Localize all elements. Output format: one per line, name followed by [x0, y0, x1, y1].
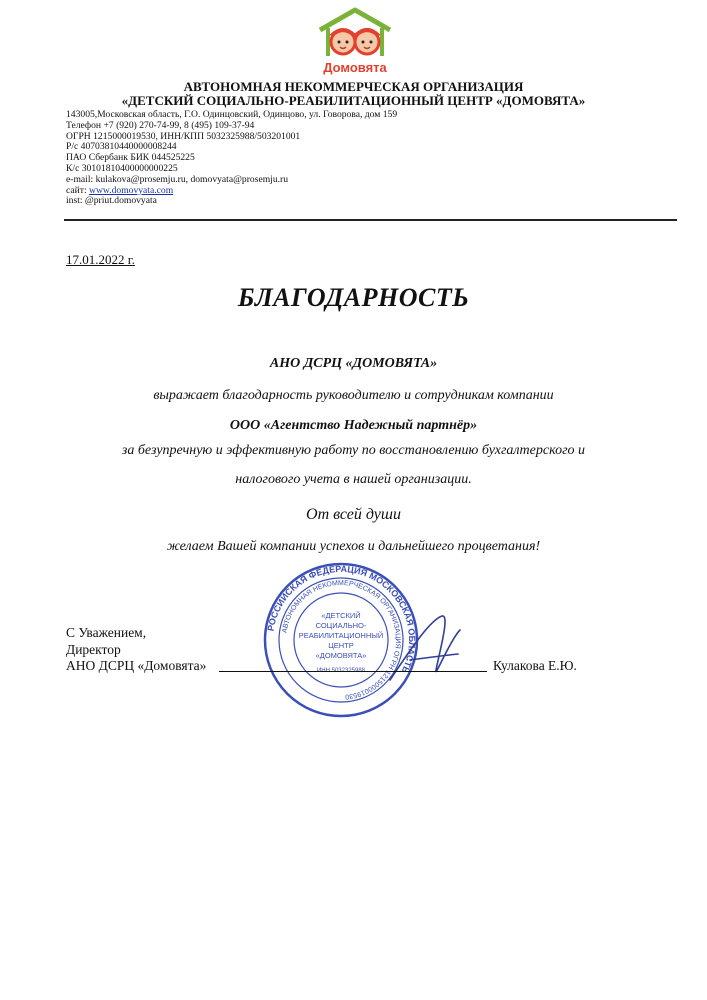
org-requisites: [66, 110, 397, 207]
org-account: Р/с 40703810440000008244: [66, 141, 177, 153]
logo-house-icon: [300, 6, 410, 62]
sig-regards: С Уважением,: [66, 625, 147, 640]
org-site-label: сайт:: [66, 184, 87, 196]
org-phone: Телефон +7 (920) 270-74-99, 8 (495) 109-37-94: [66, 119, 255, 131]
org-name-line2: «ДЕТСКИЙ СОЦИАЛЬНО-РЕАБИЛИТАЦИОННЫЙ ЦЕНТР «ДОМОВЯТА»: [121, 93, 586, 108]
body-line2: за безупречную и эффективную работу по восстановлению бухгалтерского и: [121, 443, 586, 458]
org-ogrn: ОГРН 1215000019530, ИНН/КПП 5032325988/503201001: [66, 130, 301, 142]
stamp-ring-text: АВТОНОМНАЯ НЕКОММЕРЧЕСКАЯ ОРГАНИЗАЦИЯ ОГРН 1215000019530: [281, 579, 402, 700]
logo: [300, 6, 410, 78]
letter-title: БЛАГОДАРНОСТЬ: [237, 283, 470, 312]
body-wish: желаем Вашей компании успехов и дальнейшего процветания!: [166, 539, 541, 554]
sig-org: АНО ДСРЦ «Домовята»: [66, 658, 207, 673]
sig-name: Кулакова Е.Ю.: [493, 658, 577, 673]
handwritten-signature-icon: [380, 610, 470, 690]
header-divider: [64, 219, 677, 221]
stamp-inner-line1: «ДЕТСКИЙ: [321, 611, 361, 620]
logo-word: Домовята: [323, 60, 387, 75]
org-corr-account: К/с 30101810400000000225: [66, 162, 178, 174]
sig-position: Директор: [66, 642, 121, 657]
body-line1: выражает благодарность руководителю и сотрудникам компании: [153, 388, 554, 403]
stamp-inner-line3: РЕАБИЛИТАЦИОННЫЙ: [298, 631, 384, 640]
logo-wordmark: [300, 60, 410, 75]
body-heart: От всей души: [306, 506, 401, 523]
body-company: ООО «Агентство Надежный партнёр»: [229, 418, 478, 433]
stamp-inn: ИНН 5032325988: [316, 668, 366, 674]
stamp-inner-line2: СОЦИАЛЬНО-: [315, 621, 367, 630]
org-name-line1: АВТОНОМНАЯ НЕКОММЕРЧЕСКАЯ ОРГАНИЗАЦИЯ: [183, 79, 524, 94]
org-instagram: inst: @priut.domovyata: [66, 195, 157, 207]
stamp-inner-line5: «ДОМОВЯТА»: [315, 651, 367, 660]
org-site-link[interactable]: www.domovyata.com: [89, 184, 174, 196]
org-email: e-mail: kulakova@prosemju.ru, domovyata@prosemju.ru: [66, 173, 289, 185]
org-address: 143005,Московская область, Г.О. Одинцовский, Одинцово, ул. Говорова, дом 159: [66, 109, 398, 120]
signature-line: [219, 671, 487, 672]
org-bank: ПАО Сбербанк БИК 044525225: [66, 152, 195, 164]
body-line3: налогового учета в нашей организации.: [235, 472, 472, 487]
letter-date: 17.01.2022 г.: [66, 252, 135, 267]
stamp-inner-line4: ЦЕНТР: [328, 641, 354, 650]
stamp-outer-text: РОССИЙСКАЯ ФЕДЕРАЦИЯ МОСКОВСКАЯ ОБЛАСТЬ: [265, 563, 418, 675]
body-org: АНО ДСРЦ «ДОМОВЯТА»: [269, 356, 438, 371]
